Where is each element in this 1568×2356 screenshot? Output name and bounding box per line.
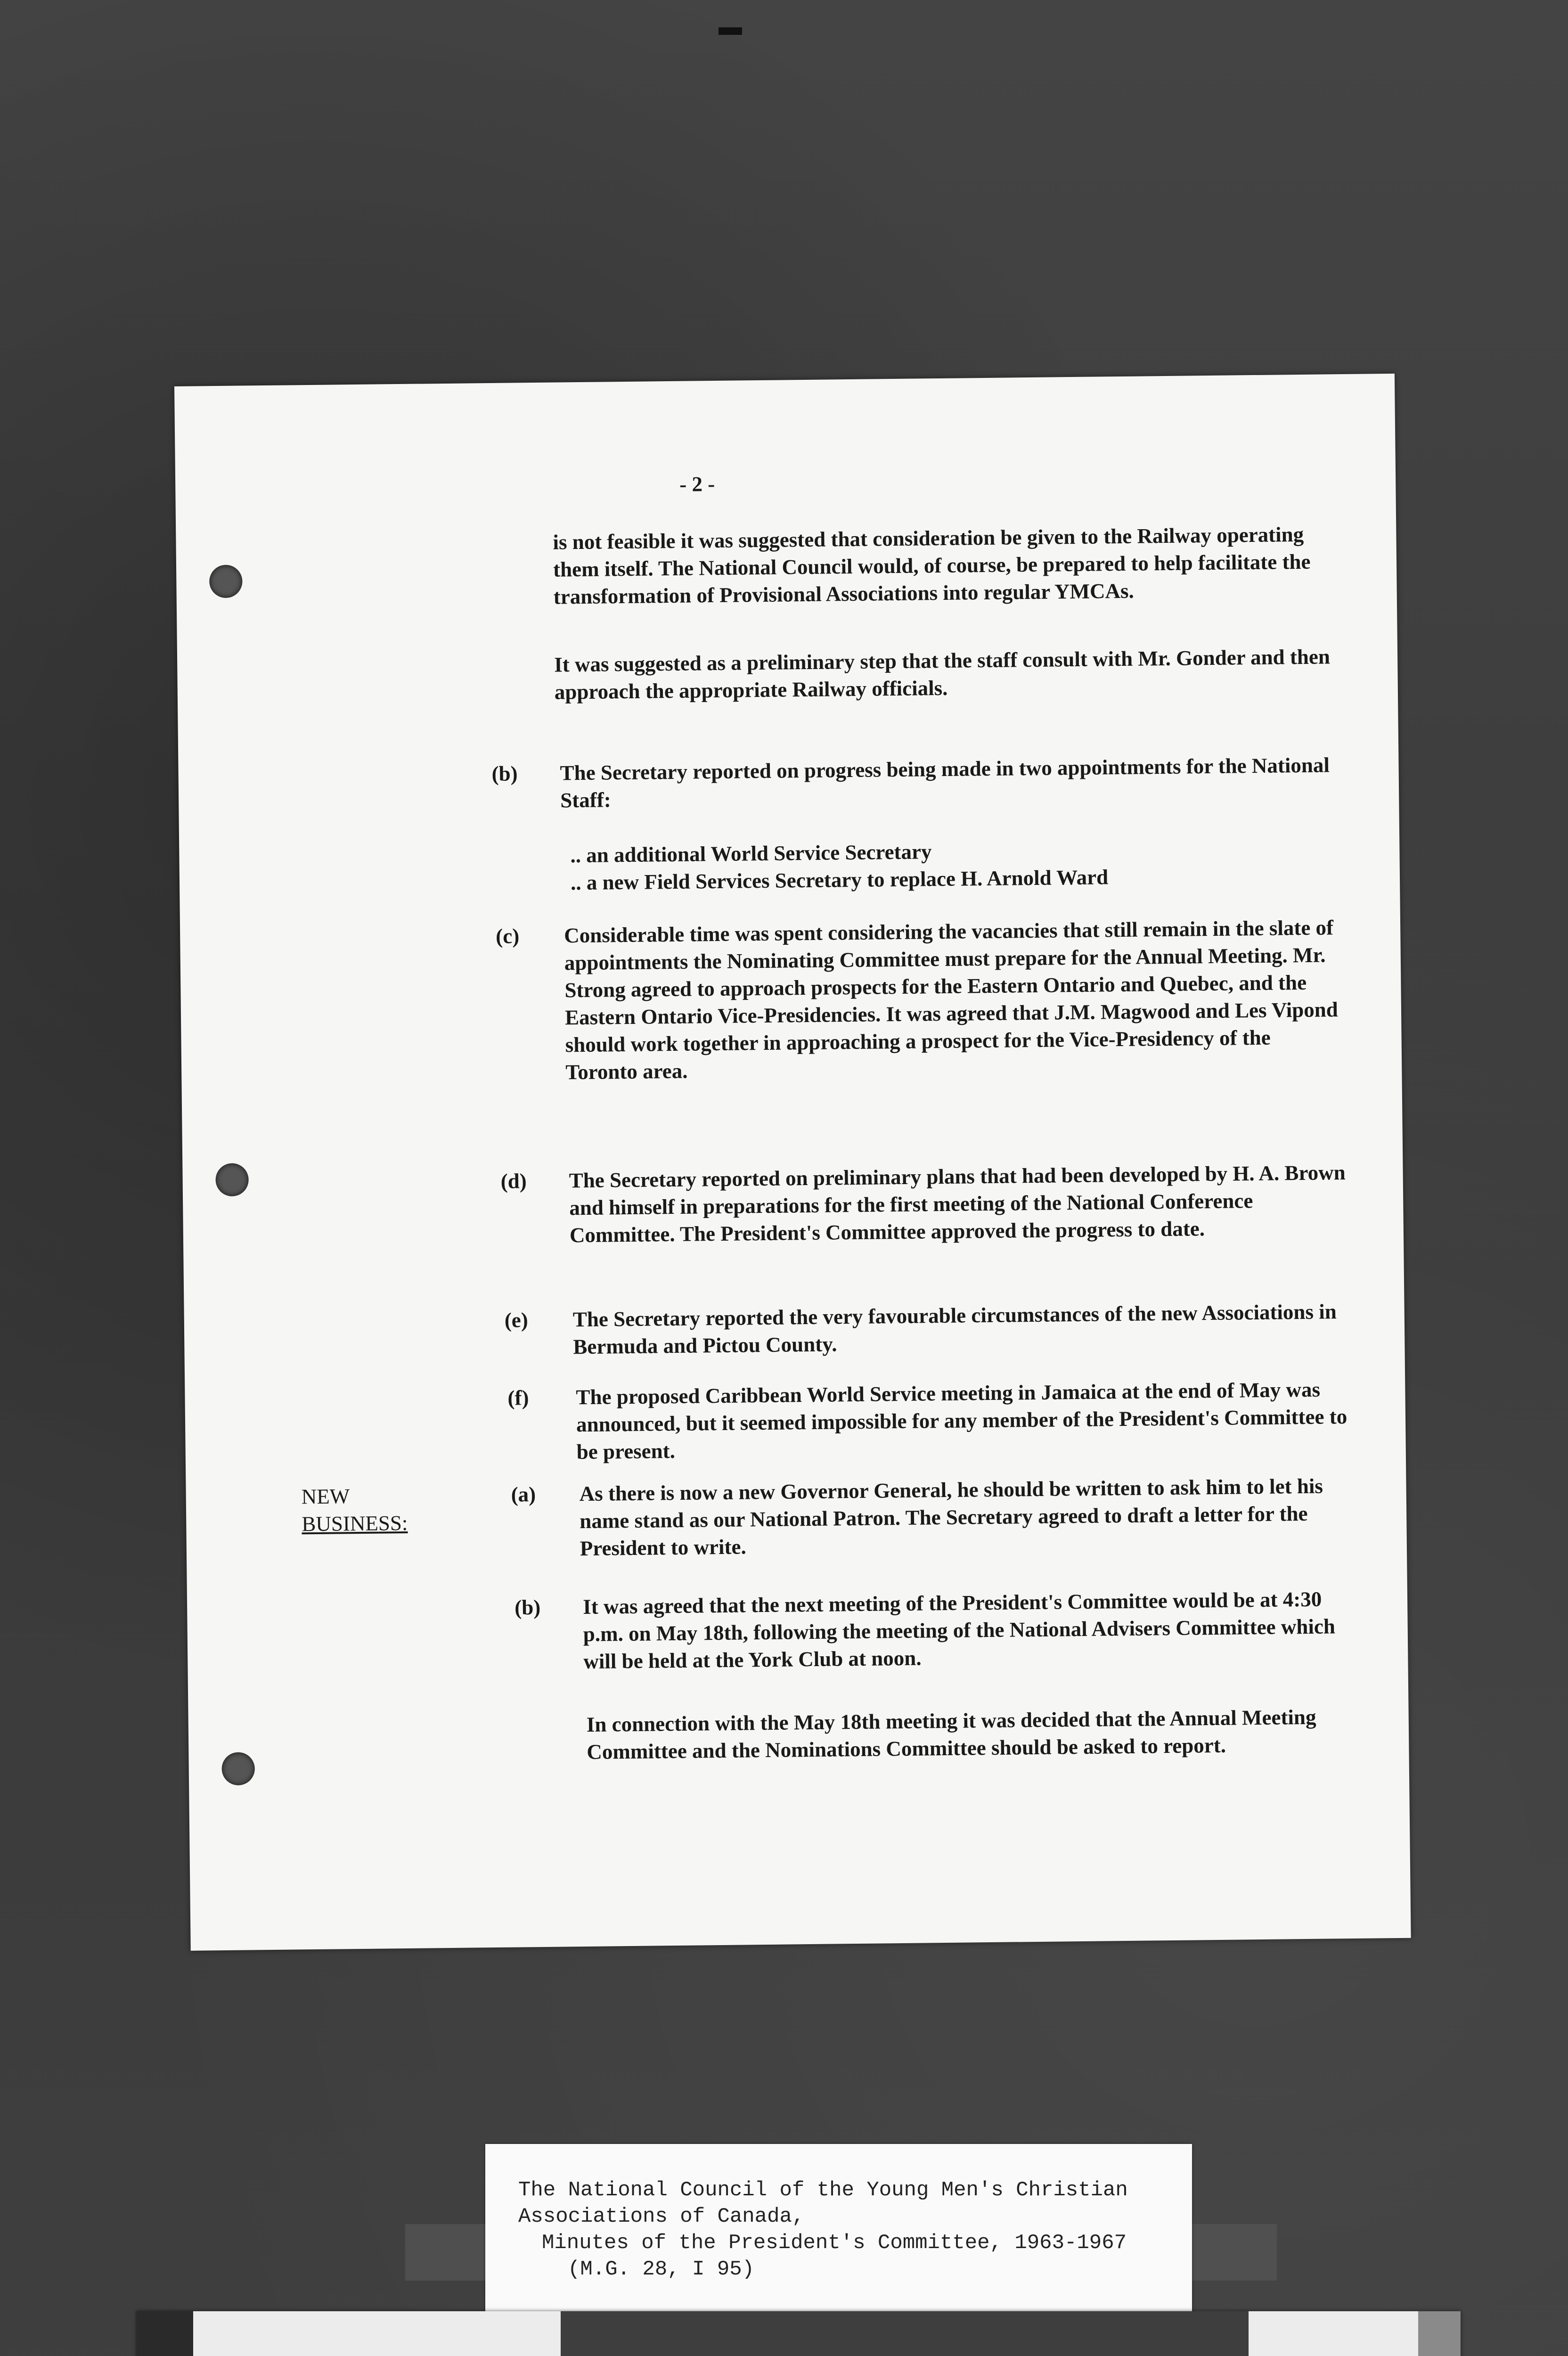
new-business-label-a: (a) [511,1482,536,1506]
citation-line-1: The National Council of the Young Men's Christian [518,2178,1128,2202]
item-text-d: The Secretary reported on preliminary plans that had been developed by H. A. Brown and himself in preparations for the first meeting of the National Conference Committee. The President's Committee approved the progress to date. [569,1161,1346,1247]
stamp-edge-left [137,2311,193,2356]
citation-slip [485,2144,1192,2314]
intro-paragraph-1: is not feasible it was suggested that consideration be given to the Railway operating them itself. The National Council would, of course, be prepared to help facilitate the transformation of Provisional Associations into regular YMCAs. [553,522,1311,609]
stamp-notch [561,2311,1249,2356]
item-label-b: (b) [491,761,518,785]
new-business-heading-line1: NEW [301,1484,350,1509]
item-text-c: Considerable time was spent considering the vacancies that still remain in the slate of appointments the Nominating Committee must prepare for the Annual Meeting. Mr. Strong agreed to approach prospects for the Eastern Ontario and Quebec, and the Eastern Ontario Vice-Presidencies. It was agreed that J.M. Magwood and Les Vipond should work together in approaching a prospect for the Vice-Presidency of the Toronto area. [564,916,1339,1084]
item-label-d: (d) [500,1169,527,1193]
new-business-label-b: (b) [514,1595,541,1620]
citation-line-2: Associations of Canada, [518,2205,805,2228]
citation-line-3: Minutes of the President's Committee, 1963-1967 [542,2231,1127,2255]
new-business-text-b: It was agreed that the next meeting of the President's Committee would be at 4:30 p.m. on May 18th, following the meeting of the National Advisers Committee which will be held at the York Club at noon. [582,1587,1336,1674]
stamp-edge-right [1418,2311,1461,2356]
new-business-text-a: As there is now a new Governor General, he should be written to ask him to let his name stand as our National Patron. The Secretary agreed to draft a letter for the President to write. [579,1474,1323,1561]
new-business-heading-line2: BUSINESS: [302,1511,408,1536]
citation-line-4: (M.G. 28, I 95) [568,2258,755,2281]
new-business-heading [301,1482,408,1538]
closing-paragraph: In connection with the May 18th meeting it was decided that the Annual Meeting Committee and the Nominations Committee should be asked to report. [586,1705,1316,1764]
document-page [174,374,1411,1951]
tape-right [1183,2224,1277,2281]
page-number: - 2 - [679,472,715,496]
punch-hole-top [209,565,243,598]
item-label-f: (f) [507,1386,529,1410]
item-text-e: The Secretary reported the very favourable circumstances of the new Associations in Bermuda and Pictou County. [572,1300,1337,1359]
film-mark-top [719,27,742,35]
bullet-2: .. a new Field Services Secretary to replace H. Arnold Ward [570,865,1109,895]
bullet-1: .. an additional World Service Secretary [570,840,932,867]
item-label-e: (e) [504,1308,529,1332]
item-label-c: (c) [495,924,520,948]
item-text-f: The proposed Caribbean World Service meeting in Jamaica at the end of May was announced, but it seemed impossible for any member of the President's Committee to be present. [576,1377,1348,1464]
punch-hole-bottom [221,1752,255,1785]
punch-hole-middle [215,1163,249,1196]
intro-paragraph-2: It was suggested as a preliminary step that the staff consult with Mr. Gonder and then approach the appropriate Railway officials. [554,645,1331,704]
item-text-b: The Secretary reported on progress being made in two appointments for the National Staff: [560,753,1330,812]
archive-stamp [137,2311,1461,2356]
